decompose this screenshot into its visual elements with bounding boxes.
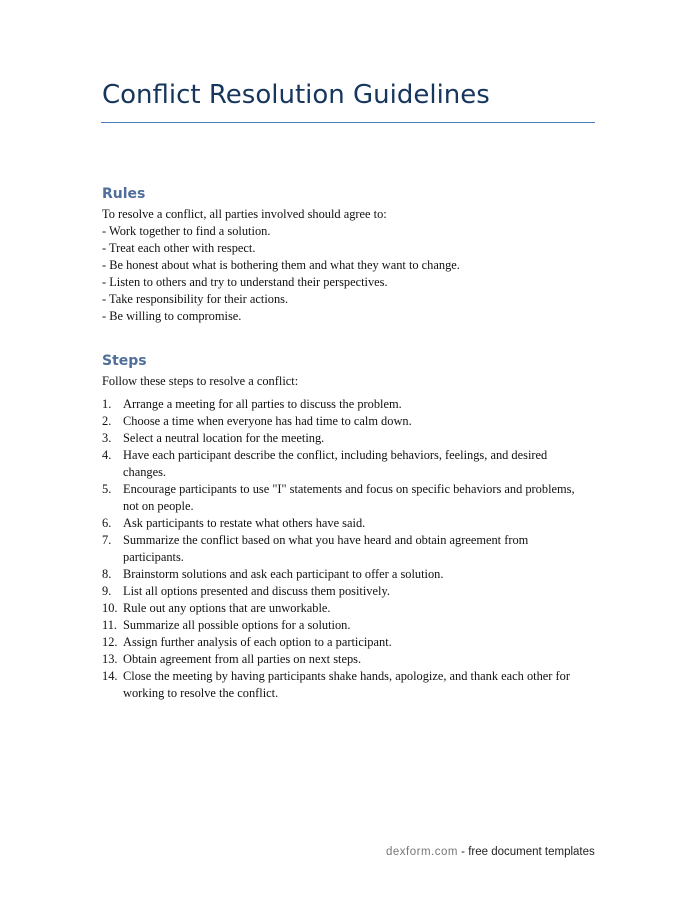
step-number: 9.: [102, 584, 112, 598]
step-text: Select a neutral location for the meeting.: [123, 431, 325, 445]
step-number: 6.: [102, 516, 112, 530]
step-text: Have each participant describe the conflict, including behaviors, feelings, and desired changes.: [123, 448, 548, 479]
step-number: 1.: [102, 397, 112, 411]
step-number: 4.: [102, 448, 112, 462]
step-item: [102, 566, 592, 583]
step-item: [102, 447, 592, 481]
step-number: 11.: [102, 618, 118, 632]
step-item: [102, 600, 592, 617]
step-number: 14.: [102, 669, 118, 683]
step-text: Close the meeting by having participants shake hands, apologize, and thank each other for working to resolve the conflict.: [123, 669, 570, 700]
step-text: List all options presented and discuss them positively.: [123, 584, 390, 598]
step-number: 2.: [102, 414, 112, 428]
step-item: [102, 634, 592, 651]
page-title: Conflict Resolution Guidelines: [102, 80, 490, 110]
step-number: 13.: [102, 652, 118, 666]
rule-item: - Listen to others and try to understand their perspectives.: [102, 275, 388, 289]
step-number: 5.: [102, 482, 112, 496]
step-item: [102, 617, 592, 634]
step-item: [102, 430, 592, 447]
rule-item: - Take responsibility for their actions.: [102, 292, 289, 306]
step-text: Choose a time when everyone has had time to calm down.: [123, 414, 412, 428]
rules-section: [102, 206, 460, 325]
steps-intro: Follow these steps to resolve a conflict:: [102, 374, 299, 388]
step-item: [102, 396, 592, 413]
rules-heading: Rules: [102, 186, 146, 202]
step-text: Brainstorm solutions and ask each participant to offer a solution.: [123, 567, 444, 581]
footer-tagline: - free document templates: [457, 846, 595, 858]
step-item: [102, 668, 592, 702]
step-number: 8.: [102, 567, 112, 581]
step-text: Summarize all possible options for a solution.: [123, 618, 351, 632]
step-item: [102, 413, 592, 430]
step-text: Arrange a meeting for all parties to discuss the problem.: [123, 397, 402, 411]
step-number: 7.: [102, 533, 112, 547]
step-text: Assign further analysis of each option to a participant.: [123, 635, 392, 649]
footer: [386, 846, 595, 858]
step-item: [102, 651, 592, 668]
step-item: [102, 532, 592, 566]
step-text: Summarize the conflict based on what you have heard and obtain agreement from participants.: [123, 533, 529, 564]
step-text: Obtain agreement from all parties on next steps.: [123, 652, 362, 666]
rule-item: - Treat each other with respect.: [102, 241, 256, 255]
step-text: Ask participants to restate what others have said.: [123, 516, 366, 530]
step-number: 12.: [102, 635, 118, 649]
step-item: [102, 583, 592, 600]
steps-heading: Steps: [102, 353, 147, 369]
step-text: Encourage participants to use "I" statements and focus on specific behaviors and problems, not on people.: [123, 482, 575, 513]
step-number: 10.: [102, 601, 118, 615]
step-number: 3.: [102, 431, 112, 445]
rule-item: - Be honest about what is bothering them and what they want to change.: [102, 258, 460, 272]
step-item: [102, 481, 592, 515]
title-underline-divider: [101, 122, 595, 123]
footer-brand-link[interactable]: dexform.com: [386, 846, 458, 858]
rule-item: - Work together to find a solution.: [102, 224, 271, 238]
step-text: Rule out any options that are unworkable.: [123, 601, 331, 615]
rule-item: - Be willing to compromise.: [102, 309, 242, 323]
rules-intro: To resolve a conflict, all parties involved should agree to:: [102, 207, 387, 221]
step-item: [102, 515, 592, 532]
steps-list: [102, 396, 592, 702]
